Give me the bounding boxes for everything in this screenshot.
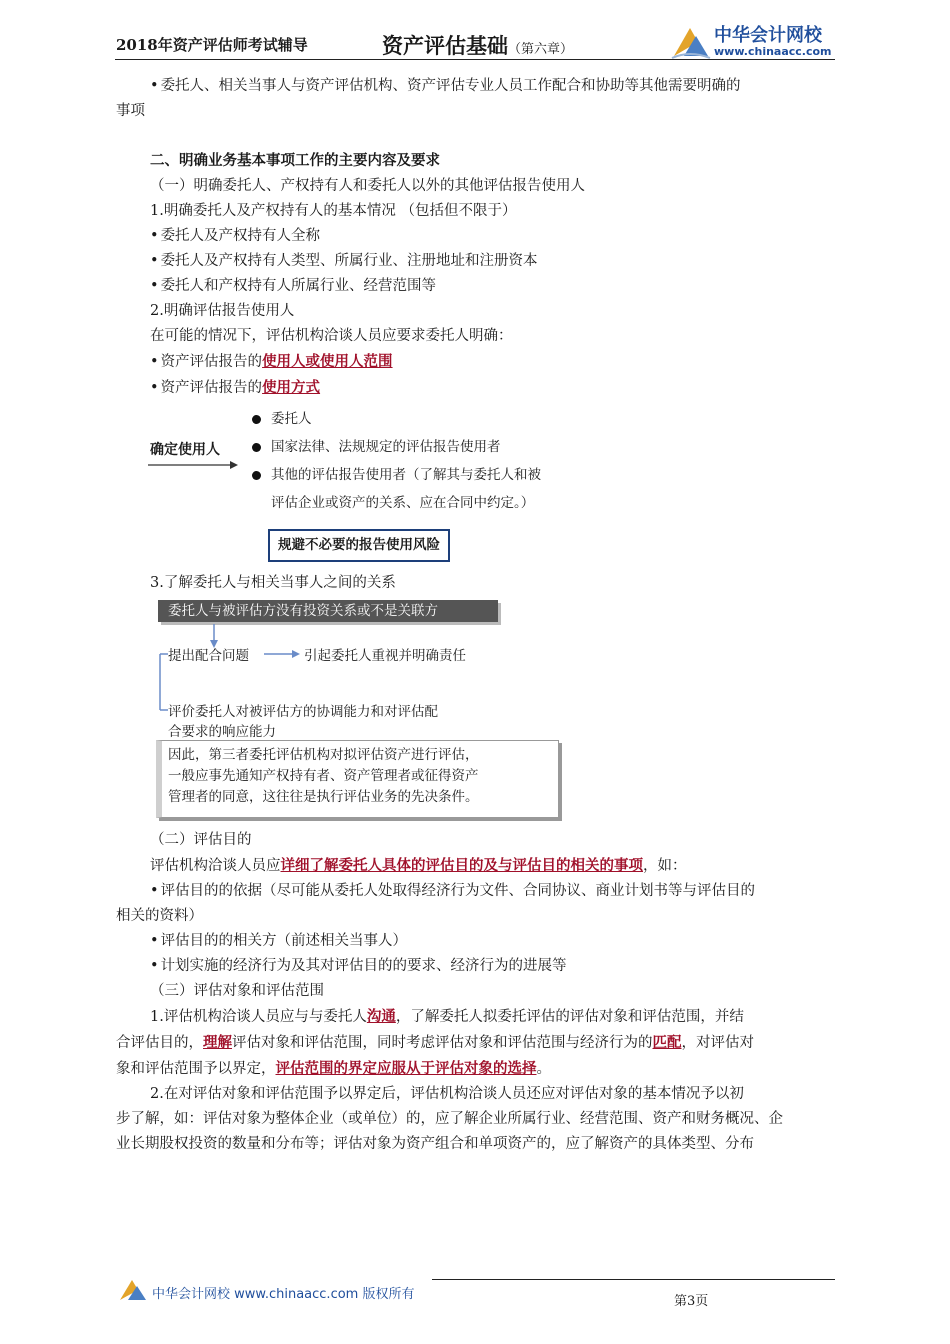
highlight-text: 匹配 [652, 1034, 682, 1051]
bullet-item: • 委托人和产权持有人所属行业、经营范围等 [116, 274, 836, 299]
text-line: 相关的资料） [116, 908, 203, 924]
bullet-item: • 资产评估报告的使用方式 [116, 375, 836, 401]
paragraph-line: 合评估目的，理解评估对象和评估范围，同时考虑评估对象和评估范围与经济行为的匹配，对评估对 [116, 1034, 754, 1051]
diagram-label: 确定使用人 [150, 442, 220, 458]
bullet-item: • 委托人、相关当事人与资产评估机构、资产评估专业人员工作配合和协助等其他需要明确的 [116, 74, 836, 99]
text-line: 事项 [116, 103, 145, 119]
highlight-text: 评估范围的界定应服从于评估对象的选择 [275, 1060, 537, 1077]
logo-name: 中华会计网校 [714, 25, 822, 46]
diagram-item: 委托人 [252, 407, 312, 432]
flow-step: 提出配合问题 [168, 648, 249, 664]
diagram-report-users [116, 401, 836, 571]
paragraph-line: 业长期股权投资的数量和分布等；评估对象为资产组合和单项资产的，应了解资产的具体类型、分布 [116, 1136, 754, 1152]
bullet-dot-icon [252, 443, 261, 452]
bullet-item: • 评估目的的相关方（前述相关当事人） [116, 929, 836, 954]
paragraph-line: 2.在对评估对象和评估范围予以界定后，评估机构洽谈人员还应对评估对象的基本情况予以初 [150, 1086, 744, 1102]
subsection-heading: （二）评估目的 [150, 832, 252, 848]
bullet-item: • 评估目的的依据（尽可能从委托人处取得经济行为文件、合同协议、商业计划书等与评估目的 [116, 879, 836, 904]
logo-url: www.chinaacc.com [714, 45, 832, 58]
bullet-dot-icon [252, 471, 261, 480]
flow-step: 评价委托人对被评估方的协调能力和对评估配 [168, 704, 438, 720]
flow-step-cont: 合要求的响应能力 [168, 724, 276, 740]
footer-copyright: 中华会计网校 www.chinaacc.com 版权所有 [152, 1287, 415, 1302]
subsection-heading: （一）明确委托人、产权持有人和委托人以外的其他评估报告使用人 [150, 178, 585, 194]
banner: 委托人与被评估方没有投资关系或不是关联方 [158, 600, 498, 622]
highlight-text: 使用方式 [262, 379, 321, 396]
highlight-text: 沟通 [366, 1008, 396, 1025]
paragraph-line: 1.评估机构洽谈人员应与与委托人沟通，了解委托人拟委托评估的评估对象和评估范围，并结 [150, 1008, 744, 1025]
logo [670, 20, 845, 62]
logo-mark-icon [670, 22, 712, 62]
section-heading: 二、明确业务基本事项工作的主要内容及要求 [150, 153, 440, 169]
footer-logo-icon [118, 1276, 150, 1304]
highlight-text: 详细了解委托人具体的评估目的及与评估目的相关的事项 [280, 857, 643, 874]
bullet-item: • 计划实施的经济行为及其对评估目的的要求、经济行为的进展等 [116, 954, 836, 979]
header-chapter: （第六章） [508, 42, 574, 57]
arrow-icon [148, 459, 238, 471]
paragraph-line: 步了解，如：评估对象为整体企业（或单位）的，应了解企业所属行业、经营范围、资产和财务概况、企 [116, 1111, 783, 1127]
bullet-item: • 资产评估报告的使用人或使用人范围 [116, 349, 836, 375]
text-line: 在可能的情况下，评估机构洽谈人员应要求委托人明确： [150, 328, 513, 344]
numbered-item: 2.明确评估报告使用人 [150, 303, 295, 319]
subsection-heading: （三）评估对象和评估范围 [150, 983, 324, 999]
header-divider [115, 59, 835, 60]
page-body [116, 74, 836, 1157]
bullet-item: • 委托人及产权持有人全称 [116, 224, 836, 249]
diagram-relationship [116, 596, 836, 828]
highlight-text: 理解 [203, 1034, 232, 1051]
numbered-item: 3.了解委托人与相关当事人之间的关系 [150, 575, 396, 591]
header-subject: 资产评估基础 [382, 34, 508, 58]
bullet-item: • 委托人及产权持有人类型、所属行业、注册地址和注册资本 [116, 249, 836, 274]
diagram-item: 国家法律、法规规定的评估报告使用者 [252, 435, 501, 460]
header-title [382, 30, 573, 60]
diagram-item: 其他的评估报告使用者（了解其与委托人和被 [252, 463, 541, 488]
risk-box: 规避不必要的报告使用风险 [268, 529, 450, 562]
page-number: 第3页 [674, 1294, 709, 1309]
diagram-item-cont: 评估企业或资产的关系、应在合同中约定。） [271, 495, 535, 511]
note-box: 因此，第三者委托评估机构对拟评估资产进行评估， 一般应事先通知产权持有者、资产管理者或征得资产 管理者的同意，这往往是执行评估业务的先决条件。 [156, 740, 559, 818]
bullet-dot-icon [252, 415, 261, 424]
text-line: 评估机构洽谈人员应详细了解委托人具体的评估目的及与评估目的相关的事项，如： [150, 857, 687, 874]
footer-divider [432, 1279, 835, 1280]
paragraph-line: 象和评估范围予以界定，评估范围的界定应服从于评估对象的选择。 [116, 1060, 551, 1077]
header-course: 2018年资产评估师考试辅导 [116, 36, 308, 54]
flow-result: 引起委托人重视并明确责任 [304, 648, 466, 664]
highlight-text: 使用人或使用人范围 [262, 353, 393, 370]
numbered-item: 1.明确委托人及产权持有人的基本情况 （包括但不限于） [150, 203, 517, 219]
